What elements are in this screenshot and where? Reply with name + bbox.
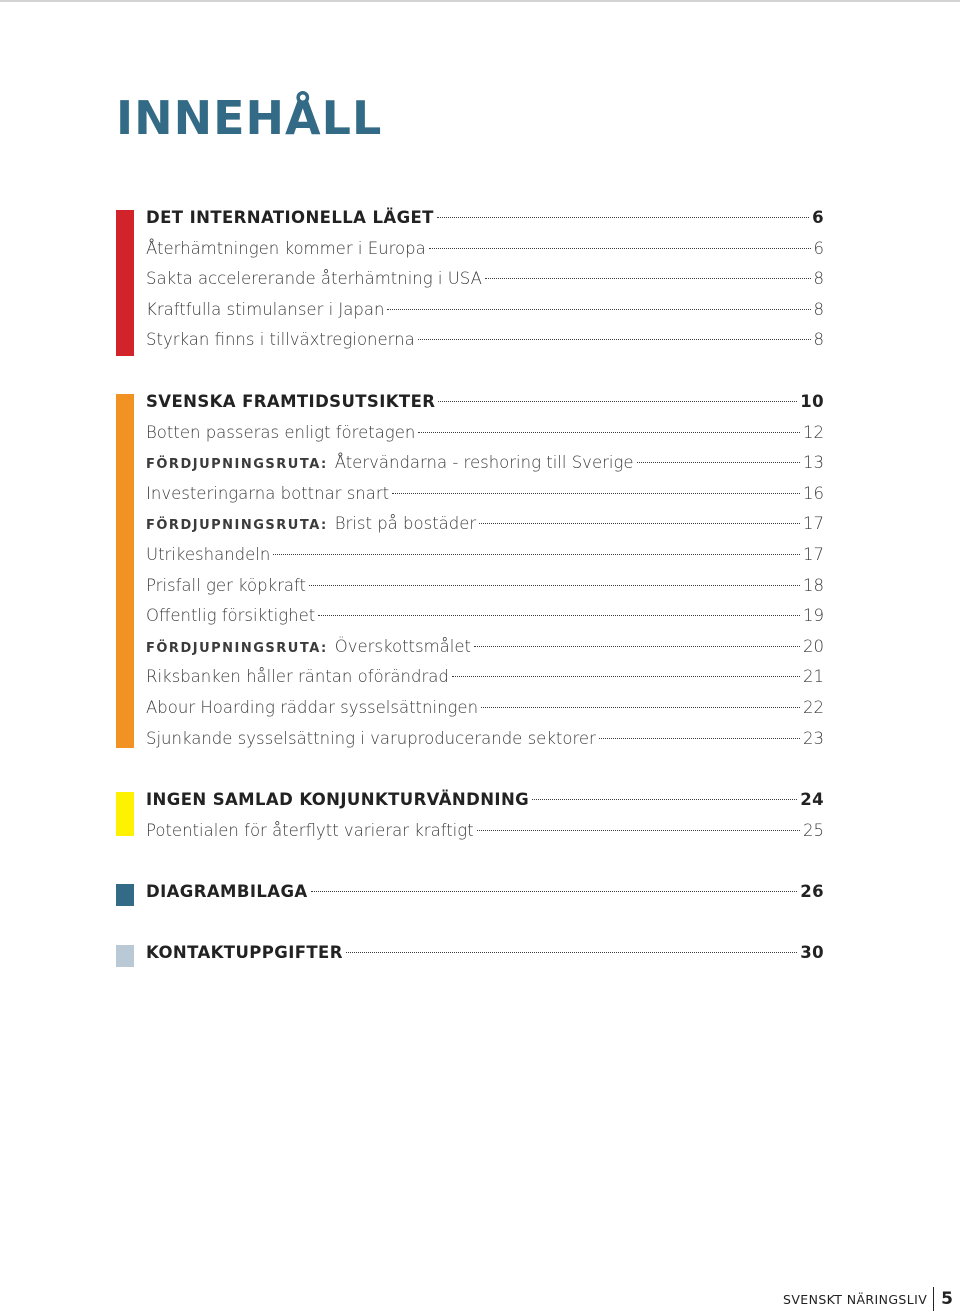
toc-entries — [146, 203, 824, 356]
toc-heading[interactable] — [146, 938, 824, 969]
entry-title: Brist på bostäder — [334, 514, 477, 534]
entry-title: DIAGRAMBILAGA — [146, 882, 308, 901]
entry-page-number: 23 — [803, 728, 824, 748]
toc-entry[interactable] — [146, 448, 824, 479]
footer-divider — [933, 1287, 934, 1311]
entry-page-number: 25 — [803, 820, 824, 840]
dot-leader — [479, 523, 800, 524]
dot-leader — [477, 830, 800, 831]
entry-page-number: 26 — [800, 882, 824, 901]
entry-title: KONTAKTUPPGIFTER — [146, 943, 343, 962]
footer-page-number: 5 — [941, 1289, 953, 1309]
toc-entry[interactable] — [146, 662, 824, 693]
toc-heading[interactable] — [146, 785, 824, 816]
entry-title: Utrikeshandeln — [146, 544, 271, 564]
entry-prefix: FÖRDJUPNINGSRUTA: — [146, 457, 328, 473]
dot-leader — [418, 432, 800, 433]
section-color-bar — [116, 792, 134, 836]
entry-title: Kraftfulla stimulanser i Japan — [146, 299, 385, 319]
dot-leader — [481, 707, 800, 708]
entry-page-number: 10 — [800, 392, 824, 411]
entry-title: INGEN SAMLAD KONJUNKTURVÄNDNING — [146, 790, 530, 809]
entry-title: Återhämtningen kommer i Europa — [146, 238, 426, 258]
entry-page-number: 18 — [803, 575, 824, 595]
entry-prefix: FÖRDJUPNINGSRUTA: — [146, 640, 328, 656]
entry-page-number: 8 — [813, 330, 824, 350]
entry-page-number: 16 — [803, 483, 824, 503]
dot-leader — [485, 278, 811, 279]
section-color-bar — [116, 210, 134, 356]
entry-page-number: 6 — [812, 208, 824, 227]
toc-entry[interactable] — [146, 724, 824, 755]
entry-title: Prisfall ger köpkraft — [146, 575, 307, 595]
footer-brand: SVENSKT NÄRINGSLIV — [783, 1291, 928, 1307]
dot-leader — [311, 891, 798, 892]
entry-page-number: 12 — [803, 422, 824, 442]
entry-title: Sakta accelererande återhämtning i USA — [146, 269, 482, 289]
toc-entry[interactable] — [146, 601, 824, 632]
section-color-bar — [116, 394, 134, 748]
entry-title: Botten passeras enligt företagen — [146, 422, 416, 442]
dot-leader — [437, 217, 809, 218]
toc-entry[interactable] — [146, 632, 824, 663]
entry-page-number: 21 — [803, 667, 824, 687]
toc-entry[interactable] — [146, 571, 824, 602]
entry-title: Överskottsmålet — [334, 636, 471, 656]
entry-page-number: 22 — [803, 697, 824, 717]
dot-leader — [452, 676, 800, 677]
dot-leader — [309, 585, 800, 586]
dot-leader — [599, 738, 800, 739]
entry-page-number: 17 — [803, 514, 824, 534]
entry-page-number: 6 — [813, 238, 824, 258]
toc-entry[interactable] — [146, 509, 824, 540]
entry-page-number: 30 — [800, 943, 824, 962]
toc-entry[interactable] — [146, 325, 824, 356]
toc-entry[interactable] — [146, 540, 824, 571]
toc-heading[interactable] — [146, 877, 824, 908]
dot-leader — [392, 493, 800, 494]
entry-title: Styrkan finns i tillväxtregionerna — [146, 330, 415, 350]
entry-page-number: 24 — [800, 790, 824, 809]
toc-entries — [146, 877, 824, 908]
toc-entry[interactable] — [146, 418, 824, 449]
dot-leader — [346, 952, 797, 953]
toc-entry[interactable] — [146, 816, 824, 847]
dot-leader — [273, 554, 800, 555]
toc-heading[interactable] — [146, 203, 824, 234]
dot-leader — [637, 462, 800, 463]
dot-leader — [474, 646, 800, 647]
toc-entries — [146, 387, 824, 754]
entry-title: DET INTERNATIONELLA LÄGET — [146, 208, 434, 227]
page-title: INNEHÅLL — [116, 91, 383, 145]
dot-leader — [438, 401, 797, 402]
entry-page-number: 8 — [813, 299, 824, 319]
toc-heading[interactable] — [146, 387, 824, 418]
toc-entry[interactable] — [146, 693, 824, 724]
dot-leader — [387, 309, 810, 310]
dot-leader — [418, 339, 811, 340]
entry-page-number: 13 — [803, 453, 824, 473]
entry-page-number: 8 — [813, 269, 824, 289]
entry-page-number: 19 — [803, 606, 824, 626]
toc-entry[interactable] — [146, 295, 824, 326]
entry-prefix: FÖRDJUPNINGSRUTA: — [146, 518, 328, 534]
entry-title: Offentlig försiktighet — [146, 606, 316, 626]
entry-page-number: 20 — [803, 636, 824, 656]
toc-entries — [146, 785, 824, 846]
top-rule — [0, 0, 960, 2]
entry-page-number: 17 — [803, 544, 824, 564]
toc-entry[interactable] — [146, 479, 824, 510]
entry-title: Abour Hoarding räddar sysselsättningen — [146, 697, 479, 717]
page-footer — [783, 1286, 953, 1312]
section-color-bar — [116, 884, 134, 906]
entry-title: Återvändarna - reshoring till Sverige — [334, 453, 634, 473]
toc-entry[interactable] — [146, 234, 824, 265]
entry-title: SVENSKA FRAMTIDSUTSIKTER — [146, 392, 436, 411]
section-color-bar — [116, 945, 134, 967]
dot-leader — [532, 799, 797, 800]
entry-title: Sjunkande sysselsättning i varuproducerande sektorer — [146, 728, 596, 748]
dot-leader — [318, 615, 800, 616]
dot-leader — [429, 248, 811, 249]
entry-title: Investeringarna bottnar snart — [146, 483, 390, 503]
toc-entries — [146, 938, 824, 969]
toc-entry[interactable] — [146, 264, 824, 295]
entry-title: Riksbanken håller räntan oförändrad — [146, 667, 449, 687]
entry-title: Potentialen för återflytt varierar kraftigt — [146, 820, 474, 840]
